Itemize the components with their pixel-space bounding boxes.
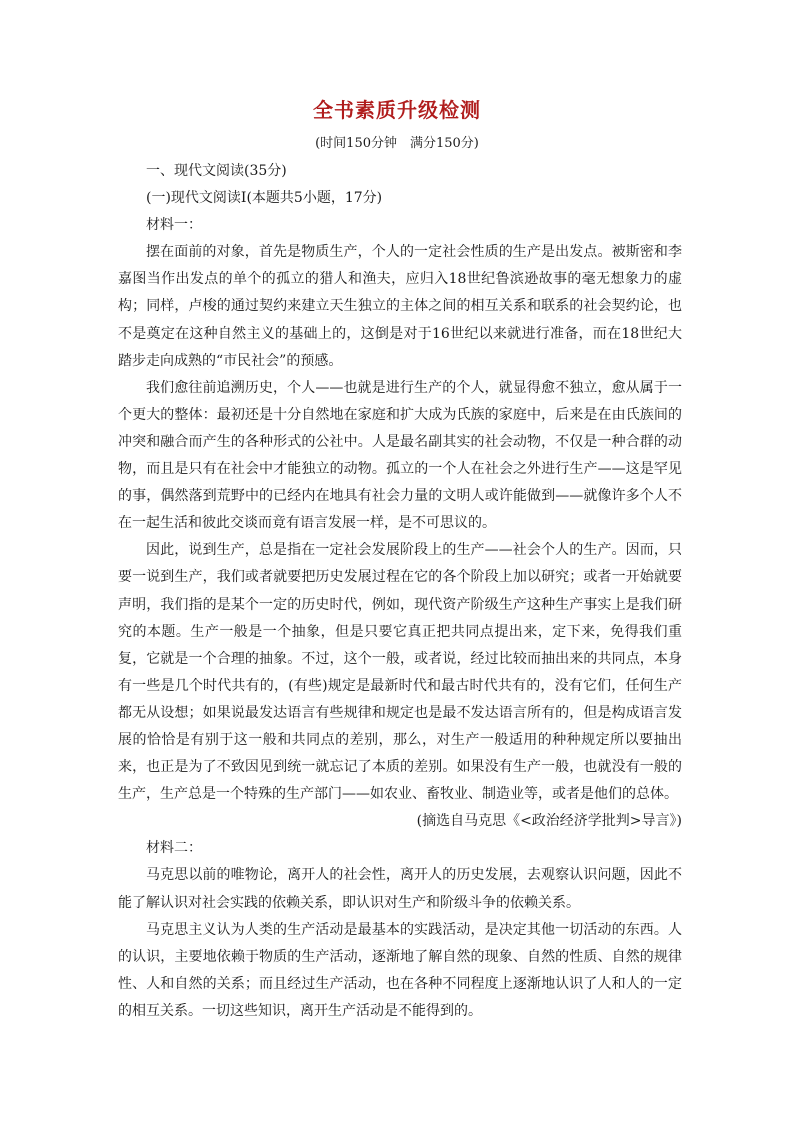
material1-paragraph-3: 因此，说到生产，总是指在一定社会发展阶段上的生产——社会个人的生产。因而，只要一说到生产，我们或者就要把历史发展过程在它的各个阶段上加以研究；或者一开始就要声明，我们指的是某个一定的历史时代，例如，现代资产阶级生产这种生产事实上是我们研究的本题。生产一般是一个抽象，但是只要它真正把共同点提出来，定下来，免得我们重复，它就是一个合理的抽象。不过，这个一般，或者说，经过比较而抽出来的共同点，本身有一些是几个时代共有的，(有些)规定是最新时代和最古时代共有的，没有它们，任何生产都无从设想；如果说最发达语言有些规律和规定也是最不发达语言所有的，但是构成语言发展的恰恰是有别于这一般和共同点的差别，那么，对生产一般适用的种种规定所以要抽出来，也正是为了不致因见到统一就忘记了本质的差别。如果没有生产一般，也就没有一般的生产，生产总是一个特殊的生产部门——如农业、畜牧业、制造业等，或者是他们的总体。 — [118, 542, 682, 803]
document-body — [118, 158, 682, 1025]
page-title: 全书素质升级检测 — [313, 98, 481, 122]
material1-source: (摘选自马克思《<政治经济学批判>导言》) — [416, 813, 682, 830]
section-heading: 一、现代文阅读(35分) — [146, 163, 287, 179]
material2-paragraph-2: 马克思主义认为人类的生产活动是最基本的实践活动，是决定其他一切活动的东西。人的认识，主要地依赖于物质的生产活动，逐渐地了解自然的现象、自然的性质、自然的规律性、人和自然的关系；而且经过生产活动，也在各种不同程度上逐渐地认识了人和人的一定的相互关系。一切这些知识，离开生产活动是不能得到的。 — [118, 921, 682, 1019]
material1-paragraph-2: 我们愈往前追溯历史，个人——也就是进行生产的个人，就显得愈不独立，愈从属于一个更大的整体：最初还是十分自然地在家庭和扩大成为氏族的家庭中，后来是在由氏族间的冲突和融合而产生的各种形式的公社中。人是最名副其实的社会动物，不仅是一种合群的动物，而且是只有在社会中才能独立的动物。孤立的一个人在社会之外进行生产——这是罕见的事，偶然落到荒野中的已经内在地具有社会力量的文明人或许能做到——就像许多个人不在一起生活和彼此交谈而竟有语言发展一样，是不可思议的。 — [118, 379, 682, 532]
material2-label: 材料二： — [146, 840, 202, 857]
exam-time-score: (时间150分钟 满分150分) — [315, 136, 479, 151]
material1-label: 材料一： — [146, 217, 202, 234]
material1-paragraph-1: 摆在面前的对象，首先是物质生产，个人的一定社会性质的生产是出发点。被斯密和李嘉图当作出发点的单个的孤立的猎人和渔夫，应归入18世纪鲁滨逊故事的毫无想象力的虚构；同样，卢梭的通过契约来建立天生独立的主体之间的相互关系和联系的社会契约论，也不是奠定在这种自然主义的基础上的，这倒是对于16世纪以来就进行准备，而在18世纪大踏步走向成熟的“市民社会”的预感。 — [118, 244, 682, 369]
sub-section-heading: (一)现代文阅读Ⅰ(本题共5小题，17分) — [146, 190, 383, 207]
material2-paragraph-1: 马克思以前的唯物论，离开人的社会性，离开人的历史发展，去观察认识问题，因此不能了解认识对社会实践的依赖关系，即认识对生产和阶级斗争的依赖关系。 — [118, 867, 682, 911]
